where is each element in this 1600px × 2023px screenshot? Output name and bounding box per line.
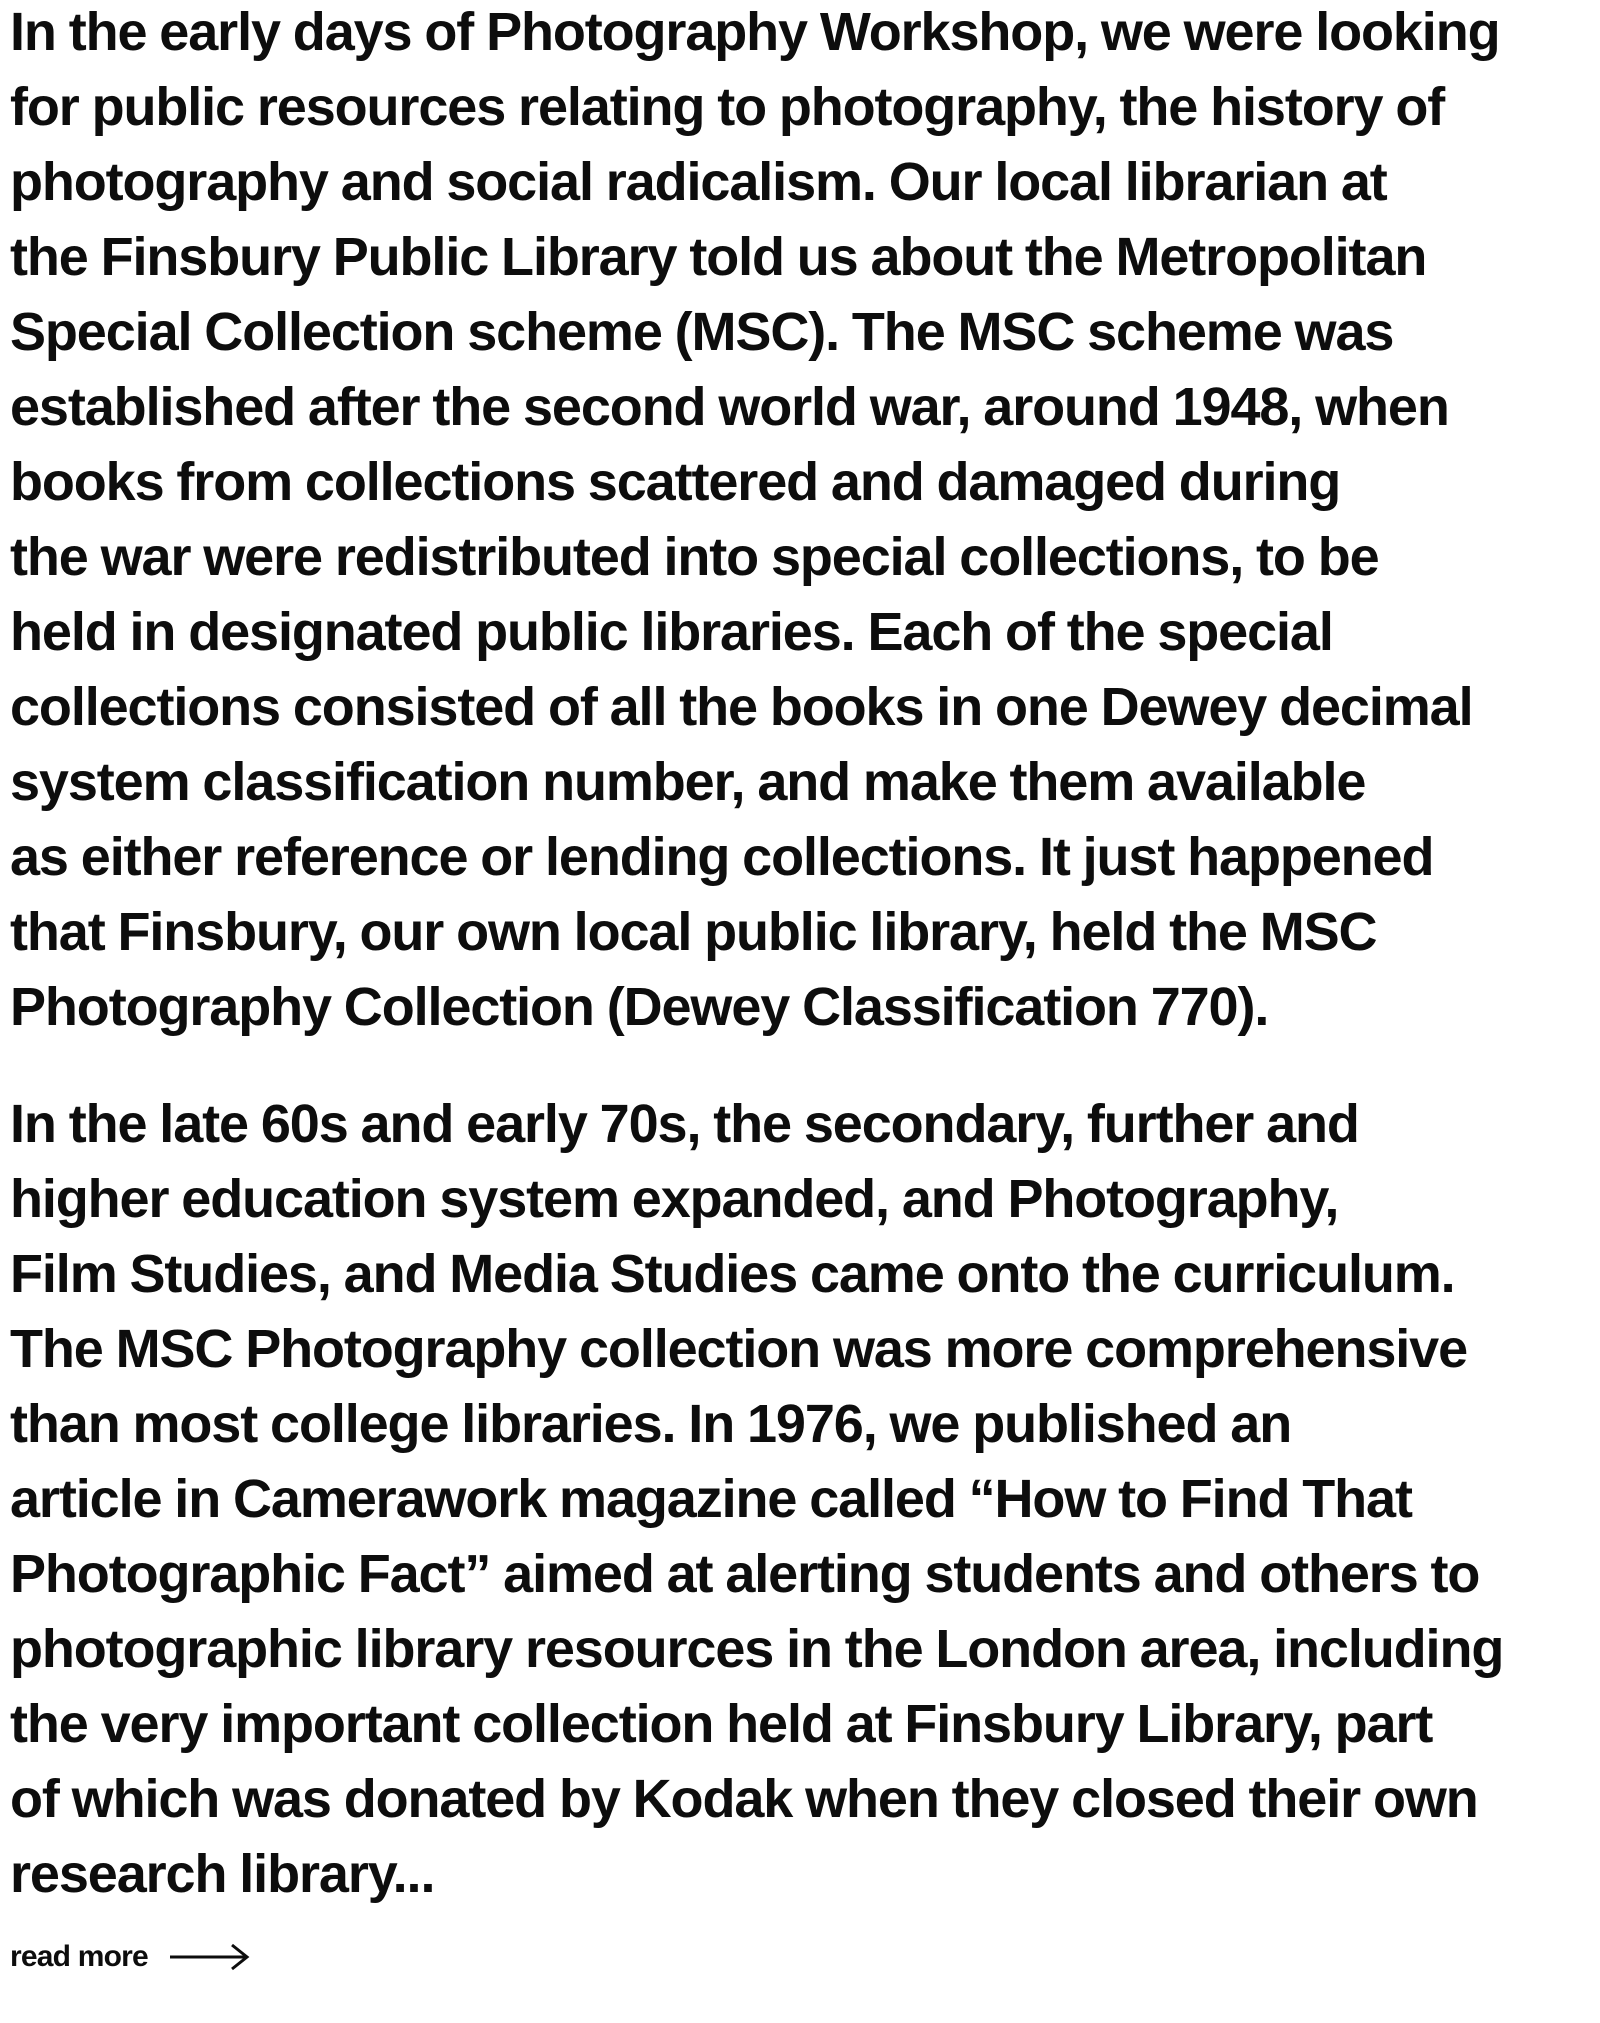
text-line: Film Studies, and Media Studies came onto the curriculum.: [10, 1244, 1455, 1304]
text-line: article in Camerawork magazine called “How to Find That: [10, 1469, 1412, 1529]
paragraph-msc-scheme: [10, 0, 1499, 1045]
text-line: system classification number, and make them available: [10, 752, 1366, 812]
text-line: that Finsbury, our own local public library, held the MSC: [10, 902, 1377, 962]
text-line: research library...: [10, 1844, 435, 1904]
text-line: collections consisted of all the books in one Dewey decimal: [10, 677, 1473, 737]
text-line: as either reference or lending collections. It just happened: [10, 827, 1434, 887]
text-line: Special Collection scheme (MSC). The MSC scheme was: [10, 302, 1394, 362]
text-line: held in designated public libraries. Each of the special: [10, 602, 1333, 662]
text-line: than most college libraries. In 1976, we published an: [10, 1394, 1292, 1454]
text-line: the very important collection held at Finsbury Library, part: [10, 1694, 1433, 1754]
read-more-link[interactable]: [10, 1940, 250, 1974]
text-line: higher education system expanded, and Photography,: [10, 1169, 1339, 1229]
text-line: Photography Collection (Dewey Classification 770).: [10, 977, 1269, 1037]
text-line: Photographic Fact” aimed at alerting students and others to: [10, 1544, 1480, 1604]
text-line: the war were redistributed into special collections, to be: [10, 527, 1379, 587]
paragraph-education-expansion: [10, 1087, 1503, 1912]
text-line: of which was donated by Kodak when they closed their own: [10, 1769, 1478, 1829]
text-line: for public resources relating to photography, the history of: [10, 77, 1445, 137]
text-line: In the early days of Photography Workshop, we were looking: [10, 2, 1500, 62]
read-more-label: read more: [10, 1940, 148, 1973]
text-line: photography and social radicalism. Our local librarian at: [10, 152, 1387, 212]
text-line: the Finsbury Public Library told us about the Metropolitan: [10, 227, 1427, 287]
text-line: books from collections scattered and damaged during: [10, 452, 1341, 512]
text-line: established after the second world war, around 1948, when: [10, 377, 1449, 437]
text-line: photographic library resources in the London area, including: [10, 1619, 1504, 1679]
text-line: In the late 60s and early 70s, the secondary, further and: [10, 1094, 1359, 1154]
text-line: The MSC Photography collection was more comprehensive: [10, 1319, 1468, 1379]
arrow-right-icon: [170, 1942, 250, 1972]
